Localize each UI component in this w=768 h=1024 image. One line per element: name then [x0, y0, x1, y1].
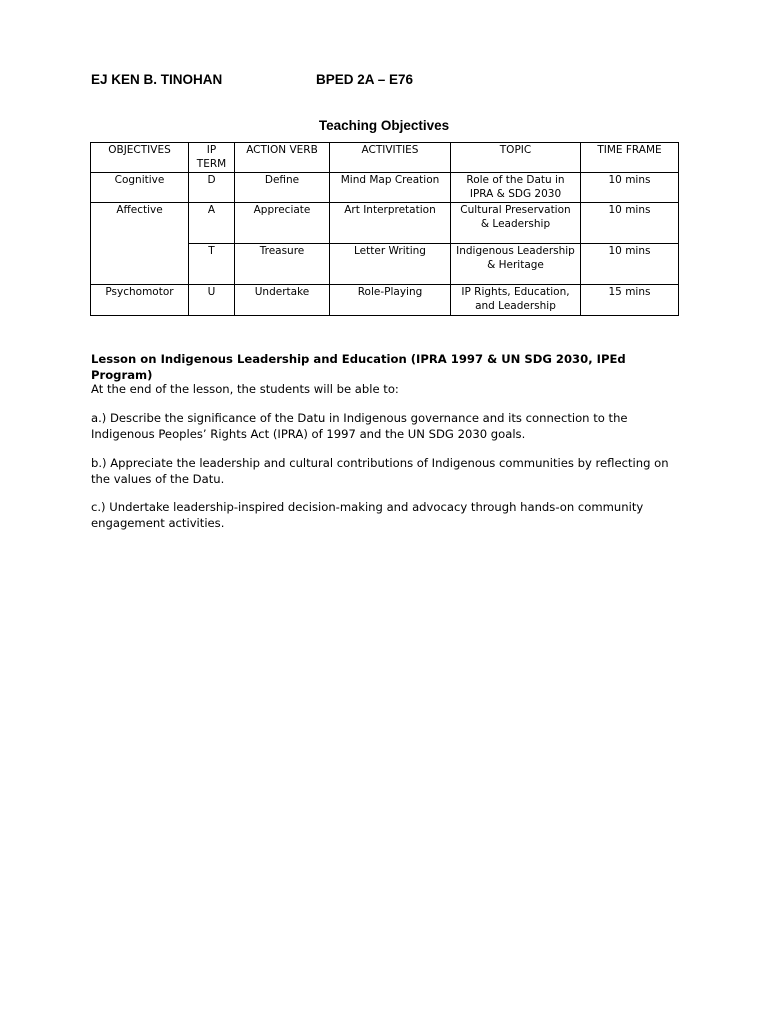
cell-topic: Role of the Datu in IPRA & SDG 2030 — [451, 173, 581, 203]
cell-time-frame: 10 mins — [581, 244, 679, 285]
table-title: Teaching Objectives — [318, 118, 450, 133]
cell-action-verb: Define — [235, 173, 330, 203]
learning-objective-c: c.) Undertake leadership-inspired decision-making and advocacy through hands-on community engagement activities. — [91, 500, 644, 530]
column-header-objectives: OBJECTIVES — [91, 143, 189, 173]
cell-activity: Mind Map Creation — [330, 173, 451, 203]
lesson-intro: At the end of the lesson, the students will be able to: — [91, 382, 399, 396]
cell-time-frame: 10 mins — [581, 203, 679, 244]
cell-ip-term: A — [189, 203, 235, 244]
cell-topic: IP Rights, Education, and Leadership — [451, 285, 581, 315]
cell-action-verb: Appreciate — [235, 203, 330, 244]
learning-objective-b: b.) Appreciate the leadership and cultural contributions of Indigenous communities by reflecting on the values of the Datu. — [91, 456, 669, 486]
column-header-topic: TOPIC — [451, 143, 581, 173]
column-header-time-frame: TIME FRAME — [581, 143, 679, 173]
cell-ip-term: T — [189, 244, 235, 285]
column-header-ip-term: IP TERM — [189, 143, 235, 173]
document-header — [91, 72, 691, 90]
cell-topic: Indigenous Leadership & Heritage — [451, 244, 581, 285]
cell-objective: Cognitive — [91, 173, 189, 203]
teaching-objectives-table — [90, 142, 679, 316]
table-row — [91, 285, 679, 315]
column-header-action-verb: ACTION VERB — [235, 143, 330, 173]
table-row — [91, 203, 679, 244]
cell-ip-term: D — [189, 173, 235, 203]
cell-objective: Affective — [91, 203, 189, 285]
cell-objective: Psychomotor — [91, 285, 189, 315]
learning-objective-a: a.) Describe the significance of the Datu in Indigenous governance and its connection to the Indigenous Peoples’ Rights Act (IPRA) of 1997 and the UN SDG 2030 goals. — [91, 411, 628, 441]
cell-activity: Letter Writing — [330, 244, 451, 285]
course-code: BPED 2A – E76 — [316, 72, 414, 87]
lesson-title: Lesson on Indigenous Leadership and Education (IPRA 1997 & UN SDG 2030, IPEd Program) — [91, 352, 626, 382]
table-row — [91, 173, 679, 203]
cell-topic: Cultural Preservation & Leadership — [451, 203, 581, 244]
cell-activity: Role-Playing — [330, 285, 451, 315]
cell-activity: Art Interpretation — [330, 203, 451, 244]
cell-ip-term: U — [189, 285, 235, 315]
student-name: EJ KEN B. TINOHAN — [91, 72, 223, 87]
cell-action-verb: Undertake — [235, 285, 330, 315]
column-header-activities: ACTIVITIES — [330, 143, 451, 173]
cell-time-frame: 15 mins — [581, 285, 679, 315]
cell-action-verb: Treasure — [235, 244, 330, 285]
cell-time-frame: 10 mins — [581, 173, 679, 203]
table-header-row — [91, 143, 679, 173]
